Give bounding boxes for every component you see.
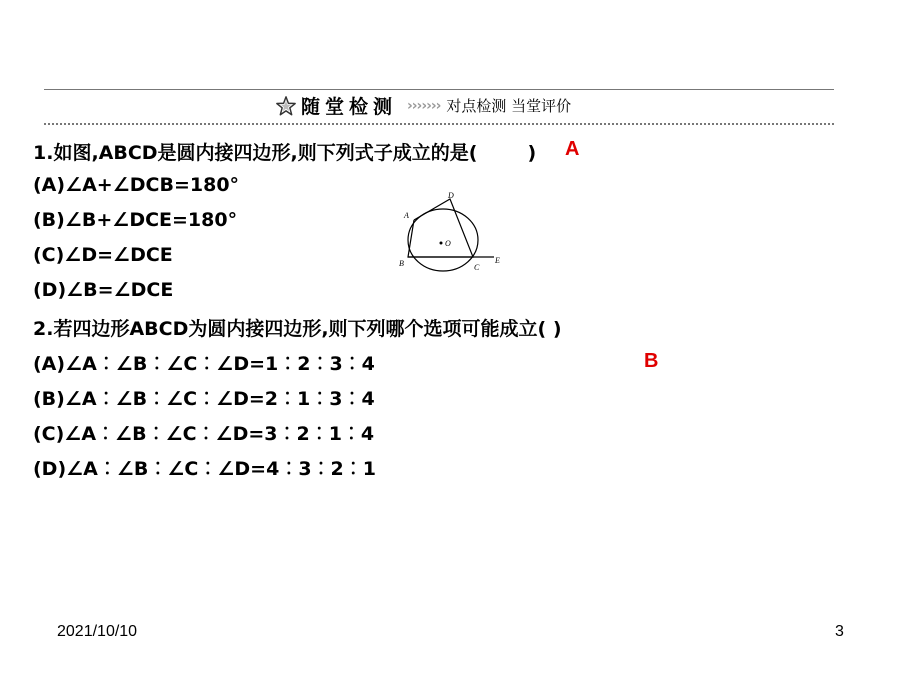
label-a: A — [404, 211, 409, 220]
circle-quadrilateral-figure — [398, 190, 508, 274]
q2-option-b: (B)∠A︰∠B︰∠C︰∠D=2︰1︰3︰4 — [33, 388, 375, 410]
label-d: D — [448, 191, 454, 200]
q1-answer: A — [565, 138, 580, 160]
q1-option-c: (C)∠D=∠DCE — [33, 244, 173, 266]
header-top-rule — [44, 89, 834, 90]
q1-option-a: (A)∠A+∠DCB=180° — [33, 174, 240, 196]
label-e: E — [495, 256, 500, 265]
section-header — [44, 86, 834, 122]
q2-option-c: (C)∠A︰∠B︰∠C︰∠D=3︰2︰1︰4 — [33, 423, 375, 445]
q1-stem — [33, 138, 536, 165]
q1-stem-text: 1.如图,ABCD是圆内接四边形,则下列式子成立的是( — [33, 142, 478, 164]
circle — [408, 209, 478, 271]
footer-date: 2021/10/10 — [57, 623, 138, 640]
star-icon — [275, 95, 297, 117]
label-o: O — [445, 239, 451, 248]
q2-answer: B — [644, 350, 659, 372]
q2-option-a: (A)∠A︰∠B︰∠C︰∠D=1︰2︰3︰4 — [33, 353, 375, 375]
header-label-box — [271, 92, 579, 119]
label-b: B — [399, 259, 404, 268]
page-number: 3 — [835, 623, 844, 640]
header-chevrons: ››››››› — [407, 97, 441, 114]
header-title: 随堂检测 — [301, 96, 398, 118]
q1-stem-close: ) — [527, 142, 537, 164]
q2-option-d: (D)∠A︰∠B︰∠C︰∠D=4︰3︰2︰1 — [33, 458, 376, 480]
q2-stem: 2.若四边形ABCD为圆内接四边形,则下列哪个选项可能成立( ) — [33, 318, 562, 340]
center-dot — [440, 242, 443, 245]
label-c: C — [474, 263, 480, 272]
header-dotted-rule — [44, 123, 834, 125]
quadrilateral — [408, 199, 473, 257]
q1-option-b: (B)∠B+∠DCE=180° — [33, 209, 238, 231]
header-subtitle: 对点检测 当堂评价 — [446, 97, 572, 115]
q1-option-d: (D)∠B=∠DCE — [33, 279, 174, 301]
